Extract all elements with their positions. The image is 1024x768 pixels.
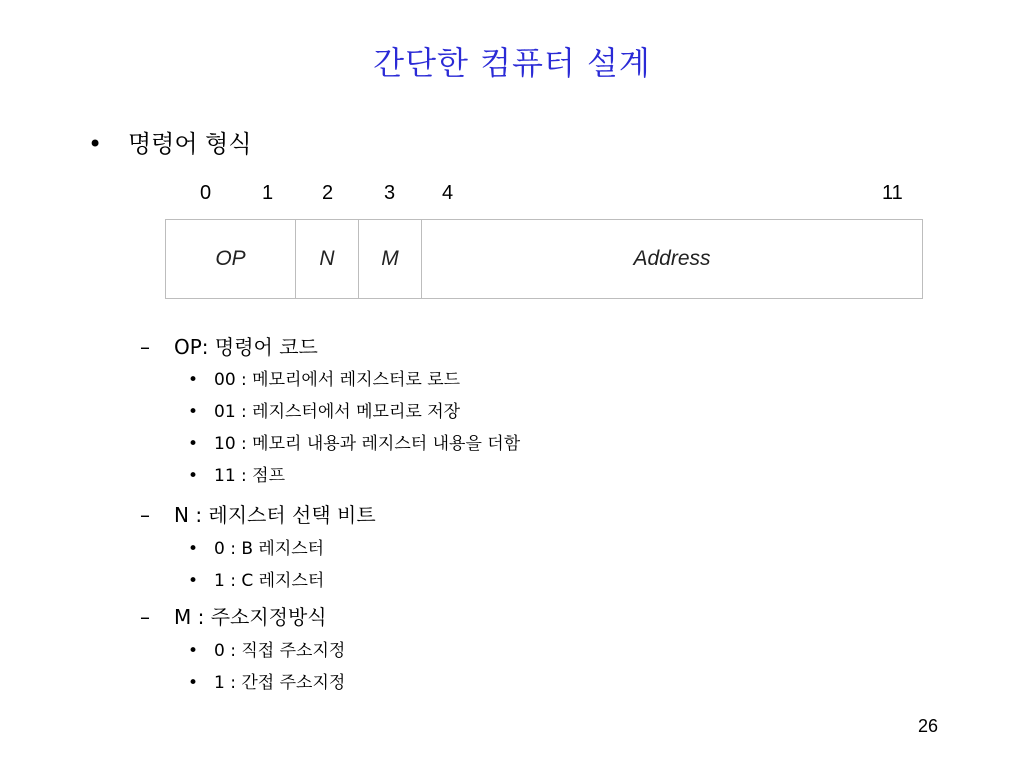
list-item (188, 464, 285, 488)
bullet-marker: • (188, 434, 199, 454)
list-item (188, 537, 324, 561)
field-m: M (359, 220, 422, 298)
list-item-text: 00 : 메모리에서 레지스터로 로드 (214, 370, 461, 390)
list-item-text: 0 : B 레지스터 (214, 539, 325, 559)
list-item (188, 671, 345, 695)
bit-label: 11 (882, 182, 903, 204)
bullet-marker: • (188, 466, 199, 486)
instruction-format-table (165, 219, 923, 299)
slide-title: 간단한 컴퓨터 설계 (373, 44, 651, 82)
list-item-text: 01 : 레지스터에서 메모리로 저장 (214, 402, 461, 422)
list-item (188, 569, 324, 593)
bullet-marker: • (188, 673, 199, 693)
list-item (188, 400, 460, 424)
field-n: N (296, 220, 359, 298)
section-op (140, 334, 318, 360)
list-item (188, 432, 520, 456)
list-item-text: 0 : 직접 주소지정 (214, 641, 346, 661)
list-item (188, 368, 460, 392)
bit-label: 4 (442, 182, 454, 204)
field-op: OP (166, 220, 296, 298)
section-n (140, 502, 376, 528)
page-number: 26 (917, 716, 938, 736)
bullet-marker: • (188, 571, 199, 591)
heading-text: 명령어 형식 (128, 130, 252, 158)
bit-label: 2 (322, 182, 334, 204)
bullet-marker: • (188, 402, 199, 422)
list-item-text: 1 : 간접 주소지정 (214, 673, 346, 693)
list-item-text: 10 : 메모리 내용과 레지스터 내용을 더함 (214, 434, 521, 454)
section-label: OP: 명령어 코드 (174, 335, 318, 359)
bullet-marker: • (188, 370, 199, 390)
bit-label: 3 (384, 182, 396, 204)
bullet-marker: • (88, 130, 103, 158)
field-address: Address (633, 247, 711, 270)
dash-marker: – (140, 335, 150, 359)
list-item-text: 1 : C 레지스터 (214, 571, 325, 591)
section-m (140, 604, 327, 630)
list-item-text: 11 : 점프 (214, 466, 286, 486)
list-item (188, 639, 345, 663)
bullet-marker: • (188, 539, 199, 559)
bit-label: 1 (262, 182, 274, 204)
dash-marker: – (140, 605, 150, 629)
bit-position-labels (0, 182, 1024, 208)
section-label: M : 주소지정방식 (174, 605, 327, 629)
dash-marker: – (140, 503, 150, 527)
bullet-marker: • (188, 641, 199, 661)
section-label: N : 레지스터 선택 비트 (174, 503, 376, 527)
heading-bullet-item (88, 128, 252, 160)
bit-label: 0 (200, 182, 212, 204)
